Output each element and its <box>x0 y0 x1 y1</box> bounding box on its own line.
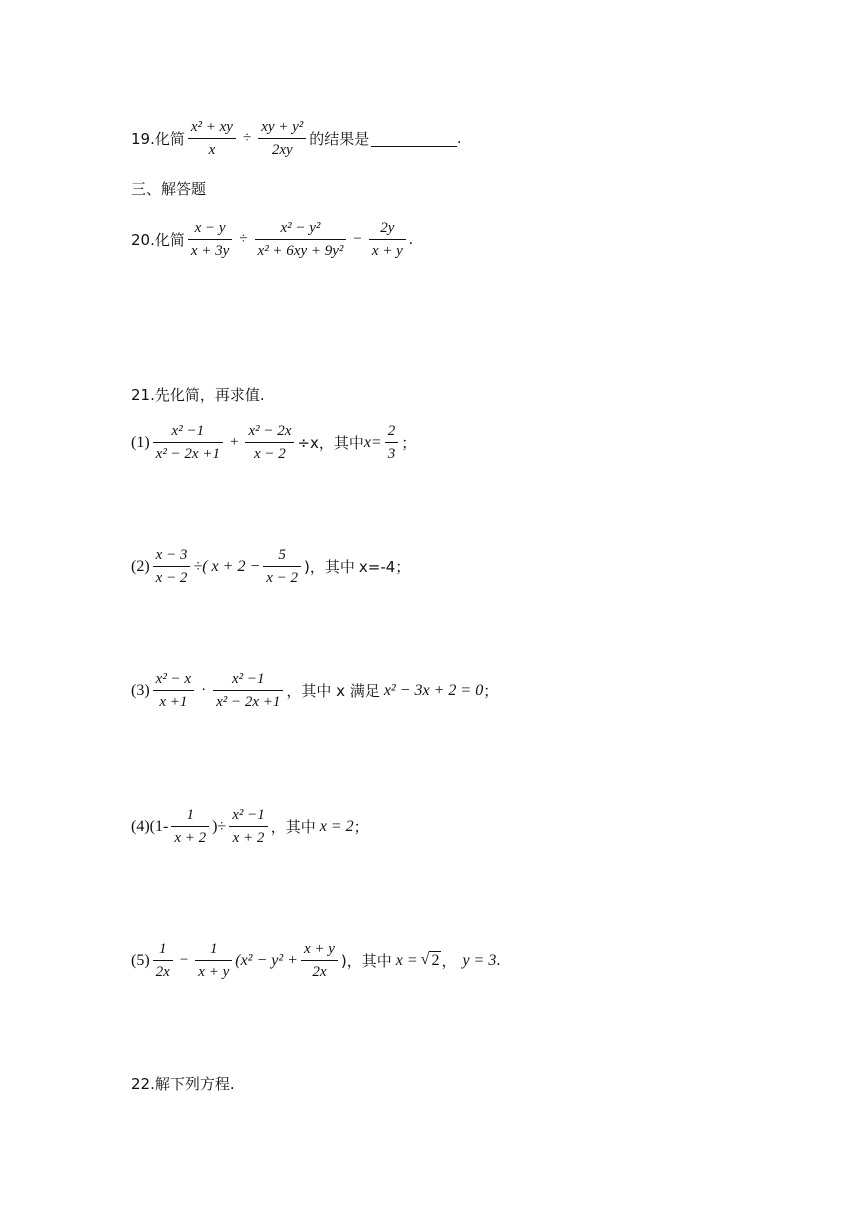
q19-f2-denominator: 2xy <box>271 142 293 158</box>
p1-fraction-1 <box>153 420 223 465</box>
p5-f2-numerator: 1 <box>210 941 218 957</box>
radical-sign-icon: √ <box>420 951 430 968</box>
p4-fraction-1 <box>171 804 209 849</box>
p5-f1-denominator: 2x <box>155 964 170 980</box>
q21-part-5 <box>131 938 500 983</box>
p1-f1-denominator: x² − 2x +1 <box>155 446 220 462</box>
q20-f1-numerator: x − y <box>194 220 226 236</box>
p4-tail: ，其中 <box>270 818 316 836</box>
p5-fraction-3 <box>301 938 338 983</box>
p5-separator: ， <box>441 952 457 970</box>
q19-label: 19.化简 <box>131 130 185 148</box>
q21-part-1 <box>131 420 416 465</box>
p3-condition: x² − 3x + 2 = 0 <box>383 681 484 699</box>
p2-middle: ÷( x + 2 − <box>193 557 261 575</box>
p3-tail: ，其中 x 满足 <box>286 682 380 700</box>
p4-condition: x = 2 <box>319 817 354 835</box>
q20-fraction-2 <box>255 217 347 262</box>
p1-f3-denominator: 3 <box>387 446 396 462</box>
p1-var: x= <box>363 433 382 451</box>
q21-part-2 <box>131 544 410 589</box>
p3-operator: · <box>201 682 207 698</box>
p3-fraction-1 <box>153 668 194 713</box>
p5-fraction-1 <box>153 938 173 983</box>
p2-f2-denominator: x − 2 <box>266 570 299 586</box>
p2-label: (2) <box>131 557 150 575</box>
p1-tail: ÷x，其中 <box>297 434 364 452</box>
p4-label: (4)(1- <box>131 817 169 835</box>
q20-operator-1: ÷ <box>239 231 248 247</box>
q19-suffix: 的结果是 <box>309 130 370 148</box>
q19-f1-numerator: x² + xy <box>190 119 233 135</box>
p5-square-root <box>421 951 442 970</box>
p1-fraction-2 <box>245 420 294 465</box>
p5-f2-denominator: x + y <box>198 964 230 980</box>
p1-f3-numerator: 2 <box>387 423 396 439</box>
answer-blank <box>371 130 457 147</box>
p3-f2-numerator: x² −1 <box>231 671 265 687</box>
question-19 <box>131 116 461 161</box>
p4-f1-numerator: 1 <box>186 807 194 823</box>
section-heading <box>131 178 206 199</box>
q19-fraction-1 <box>188 116 236 161</box>
p1-end: ； <box>401 434 417 452</box>
p5-f3-denominator: 2x <box>312 964 327 980</box>
q21-title: 21.先化简，再求值. <box>131 386 265 404</box>
p4-f2-denominator: x + 2 <box>232 830 265 846</box>
q22-title: 22.解下列方程. <box>131 1075 235 1093</box>
q20-f3-denominator: x + y <box>371 243 403 259</box>
q21-part-3 <box>131 668 498 713</box>
p5-f1-numerator: 1 <box>158 941 167 957</box>
q19-f2-numerator: xy + y² <box>261 119 304 135</box>
p5-label: (5) <box>131 951 150 969</box>
q19-operator: ÷ <box>242 130 252 146</box>
p1-operator: + <box>229 434 239 450</box>
p4-f1-denominator: x + 2 <box>174 830 207 846</box>
p5-condition-1: x = <box>395 951 418 969</box>
question-20 <box>131 217 413 262</box>
question-21-title <box>131 384 265 405</box>
p2-fraction-2 <box>263 544 301 589</box>
p3-label: (3) <box>131 681 150 699</box>
p5-middle: (x² − y² + <box>235 951 298 969</box>
p5-tail: )，其中 <box>340 952 392 970</box>
q20-fraction-1 <box>188 217 232 262</box>
q20-fraction-3 <box>369 217 406 262</box>
p5-condition-2: y = 3 <box>462 951 497 969</box>
q20-f1-denominator: x + 3y <box>190 243 230 259</box>
p5-end: . <box>496 951 501 969</box>
q20-f3-numerator: 2y <box>380 220 395 236</box>
p5-fraction-2 <box>195 938 232 983</box>
p5-radicand: 2 <box>431 952 440 969</box>
p2-f1-denominator: x − 2 <box>155 570 188 586</box>
q20-f2-numerator: x² − y² <box>280 220 321 236</box>
p3-end: ； <box>483 682 499 700</box>
p1-f1-numerator: x² −1 <box>171 423 205 439</box>
p1-label: (1) <box>131 433 150 451</box>
p1-fraction-3 <box>385 420 399 465</box>
p4-f2-numerator: x² −1 <box>232 807 265 823</box>
q19-f1-denominator: x <box>208 142 216 158</box>
p3-fraction-2 <box>213 668 283 713</box>
p1-f2-denominator: x − 2 <box>254 446 286 462</box>
q19-fraction-2 <box>258 116 306 161</box>
p2-f2-numerator: 5 <box>278 547 286 563</box>
q20-operator-2: − <box>353 231 362 247</box>
q20-end: . <box>408 230 413 248</box>
p3-f1-numerator: x² − x <box>155 671 192 687</box>
section-3-title: 三、解答题 <box>131 180 207 198</box>
p3-f1-denominator: x +1 <box>159 694 188 710</box>
p4-end: ； <box>353 818 369 836</box>
p2-f1-numerator: x − 3 <box>155 547 188 563</box>
p2-condition: x=-4； <box>358 558 411 576</box>
p5-f3-numerator: x + y <box>303 941 335 957</box>
p4-middle: )÷ <box>212 817 227 835</box>
p3-f2-denominator: x² − 2x +1 <box>216 694 281 710</box>
q19-end: . <box>457 129 462 147</box>
p5-operator: − <box>179 952 189 968</box>
question-22-title <box>131 1073 235 1094</box>
q20-label: 20.化简 <box>131 231 185 249</box>
q20-f2-denominator: x² + 6xy + 9y² <box>257 243 344 259</box>
p4-fraction-2 <box>229 804 268 849</box>
p2-fraction-1 <box>153 544 191 589</box>
p2-tail: )，其中 <box>304 558 355 576</box>
q21-part-4 <box>131 804 369 849</box>
p1-f2-numerator: x² − 2x <box>248 423 292 439</box>
